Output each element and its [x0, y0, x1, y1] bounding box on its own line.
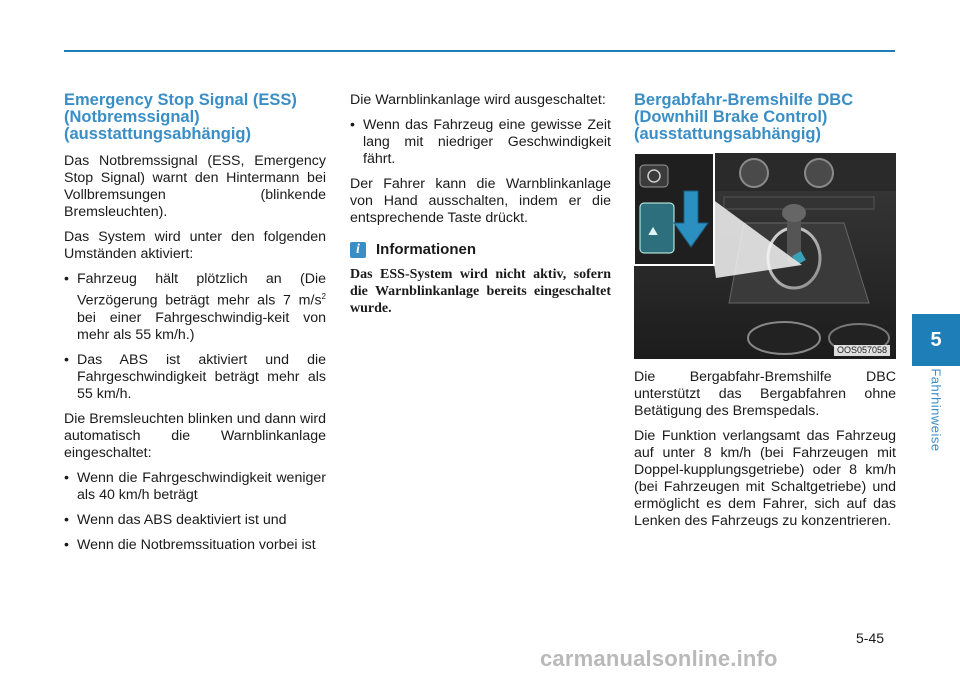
ess-hazard-intro: Die Bremsleuchten blinken und dann wird automatisch die Warnblinkanlage eingeschaltet: — [64, 410, 326, 461]
chapter-tab[interactable]: 5 — [912, 314, 960, 366]
information-icon: i — [350, 242, 366, 258]
list-item: • Wenn das ABS deaktiviert ist und — [64, 512, 326, 529]
list-item: • Wenn die Notbremssituation vorbei ist — [64, 537, 326, 554]
list-item: • Das ABS ist aktiviert und die Fahrgeschwindigkeit beträgt mehr als 55 km/h. — [64, 352, 326, 403]
info-text: Das ESS-System wird nicht aktiv, sofern die Warnblinkanlage bereits eingeschaltet wurde. — [350, 267, 611, 316]
dbc-function: Die Funktion verlangsamt das Fahrzeug auf unter 8 km/h (bei Fahrzeugen mit Doppel-kupplungsgetriebe) oder 8 km/h (bei Fahrzeugen mit Schaltgetriebe) und ermöglicht es dem Fahrer, sich auf das Lenken des Fahrzeugs zu konzentrieren. — [634, 428, 896, 529]
dbc-button-photo — [634, 153, 896, 359]
ess-intro: Das Notbremssignal (ESS, Emergency Stop Signal) warnt den Hintermann bei Vollbremsungen (blinkende Bremsleuchten). — [64, 153, 326, 220]
info-title: Informationen — [376, 241, 476, 258]
hazard-off-list — [350, 117, 611, 168]
ess-heading: Emergency Stop Signal (ESS) (Notbremssignal) (ausstattungsabhängig) — [64, 91, 297, 143]
dbc-heading: Bergabfahr-Bremshilfe DBC (Downhill Brake Control) (ausstattungsabhängig) — [634, 91, 854, 143]
image-code: OOS057058 — [834, 345, 890, 356]
center-console-illustration — [634, 153, 896, 359]
hazard-off-intro: Die Warnblinkanlage wird ausgeschaltet: — [350, 92, 606, 108]
page-number: 5-45 — [856, 630, 885, 646]
info-header — [350, 241, 611, 258]
list-item: • Wenn die Fahrgeschwindigkeit weniger als 40 km/h beträgt — [64, 470, 326, 504]
hazard-list — [64, 470, 326, 554]
top-rule — [64, 50, 895, 52]
column-right — [634, 92, 896, 538]
manual-off-text: Der Fahrer kann die Warnblinkanlage von Hand ausschalten, indem er die entsprechende Taste drückt. — [350, 176, 611, 226]
activation-list — [64, 271, 326, 403]
column-left — [64, 92, 326, 562]
watermark: carmanualsonline.info — [540, 646, 778, 671]
dbc-intro: Die Bergabfahr-Bremshilfe DBC unterstützt das Bergabfahren ohne Betätigung des Bremspedals. — [634, 369, 896, 419]
column-middle — [350, 92, 611, 325]
svg-text:⛰: ⛰ — [648, 224, 659, 238]
list-item: • Wenn das Fahrzeug eine gewisse Zeit lang mit niedriger Geschwindigkeit fährt. — [350, 117, 611, 168]
list-item: • Fahrzeug hält plötzlich an (Die Verzögerung beträgt mehr als 7 $m/s^2$ bei einer Fahrgeschwindig-keit von mehr als 55 km/h.) — [64, 271, 326, 344]
chapter-title: Fahrhinweise — [928, 368, 944, 452]
ess-activation-intro: Das System wird unter den folgenden Umständen aktiviert: — [64, 229, 326, 262]
